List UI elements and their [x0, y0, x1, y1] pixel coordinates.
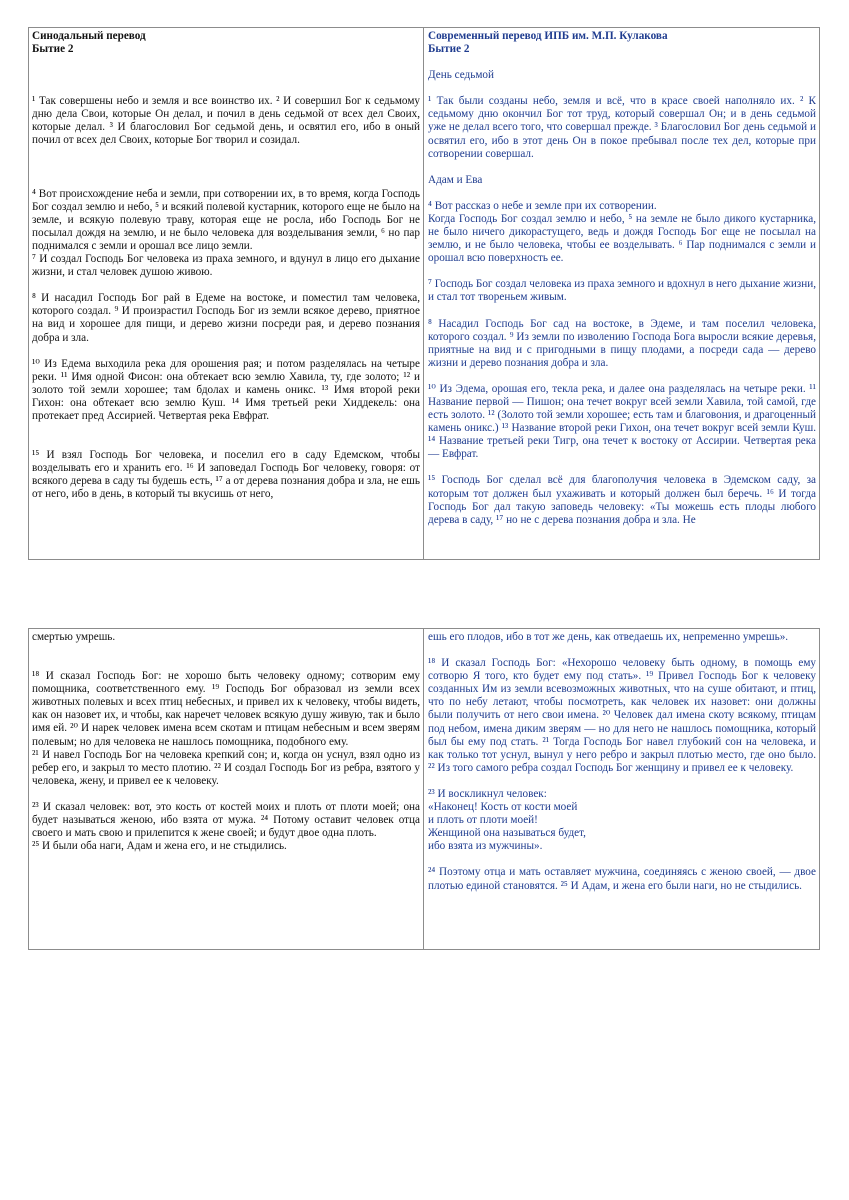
- modern-chapter: Бытие 2: [428, 43, 470, 56]
- modern-verses-10-14: ¹⁰ Из Эдема, орошая его, текла река, и далее она разделялась на четыре реки. ¹¹ Название первой — Пишон; она течет вокруг всей земли Хавила, той самой, где есть золото. ¹² (Золото той земли хорошее; есть там и благовония, и драгоценный камень оникс.) ¹³ Название второй реки Гихон, она течет вокруг всей земли Куш. ¹⁴ Название третьей реки Тигр, она течет к востоку от Ассирии. Четвертая река — Евфрат.: [428, 382, 816, 461]
- synodal-verses-23-24: ²³ И сказал человек: вот, это кость от костей моих и плоть от плоти моей; она будет называться женою, ибо взята от мужа. ²⁴ Потому оставит человек отца своего и мать свою и прилепится к жене своей; и будут двое одна плоть.: [32, 800, 420, 840]
- modern-column: [424, 28, 819, 559]
- modern-poem-line-1: «Наконец! Кость от кости моей: [428, 801, 578, 814]
- synodal-verses-10-14: ¹⁰ Из Едема выходила река для орошения рая; и потом разделялась на четыре реки. ¹¹ Имя одной Фисон: она обтекает всю землю Хавила, ту, где золото; ¹² и золото той земли хорошее; там бдолах и камень оникс. ¹³ Имя второй реки Гихон: она обтекает всю землю Куш. ¹⁴ Имя третьей реки Хиддекель: она протекает пред Ассирией. Четвертая река Евфрат.: [32, 357, 420, 422]
- modern-verse-23-intro: ²³ И воскликнул человек:: [428, 787, 547, 800]
- modern-poem-line-2: и плоть от плоти моей!: [428, 814, 538, 827]
- modern-poem-line-4: ибо взята из мужчины».: [428, 840, 543, 853]
- modern-column-continued: [424, 629, 819, 949]
- synodal-verse-17-end: смертью умрешь.: [32, 631, 116, 643]
- synodal-verses-21-22: ²¹ И навел Господь Бог на человека крепкий сон; и, когда он уснул, взял одно из ребер его, и закрыл то место плотию. ²² И создал Господь Бог из ребра, взятого у человека, жену, и привел ее к человеку.: [32, 748, 420, 787]
- modern-subtitle-seventh-day: День седьмой: [428, 69, 494, 82]
- synodal-verses-15-17: ¹⁵ И взял Господь Бог человека, и поселил его в саду Едемском, чтобы возделывать его и хранить его. ¹⁶ И заповедал Господь Бог человеку, говоря: от всякого дерева в саду ты будешь есть, ¹⁷ а от дерева познания добра и зла, не ешь от него, ибо в день, в который ты вкусишь от него,: [32, 449, 420, 501]
- page-block-1: [28, 27, 820, 560]
- synodal-verses-4-6: ⁴ Вот происхождение неба и земли, при сотворении их, в то время, когда Господь Бог создал землю и небо, ⁵ и всякий полевой кустарник, которого еще не было на земле, и всякую полевую траву, которая еще не росла, ибо Господь Бог не посылал дождя на землю, и не было человека для возделывания земли, ⁶ но пар поднимался с земли и орошал все лицо земли.: [32, 187, 420, 252]
- synodal-verse-25: ²⁵ И были оба наги, Адам и жена его, и не стыдились.: [32, 840, 287, 853]
- modern-subtitle-adam-eve: Адам и Ева: [428, 173, 483, 186]
- synodal-verses-1-3: ¹ Так совершены небо и земля и все воинство их. ² И совершил Бог к седьмому дню дела Свои, которые Он делал, и почил в день седьмой от всех дел Своих, которые делал. ³ И благословил Бог седьмой день, и освятил его, ибо в оный почил от всех дел Своих, которые Бог творил и созидал.: [32, 95, 420, 147]
- modern-verses-1-3: ¹ Так были созданы небо, земля и всё, что в красе своей наполняло их. ² К седьмому дню окончил Бог тот труд, который совершал Он; и в день седьмой уже не делал всего того, что совершал прежде. ³ Благословил Бог день седьмой и освятил его, ибо в этот день Он в покое пребывал после тех дел, которые при сотворении совершал.: [428, 95, 816, 160]
- modern-verses-8-9: ⁸ Насадил Господь Бог сад на востоке, в Эдеме, и там поселил человека, которого создал. ⁹ Из земли по изволению Господа Бога выросли всякие деревья, приятные на вид и с пригодными в пищу плодами, а посреди сада — дерево жизни и дерево познания добра и зла.: [428, 317, 816, 369]
- synodal-verses-18-20: ¹⁸ И сказал Господь Бог: не хорошо быть человеку одному; сотворим ему помощника, соответственного ему. ¹⁹ Господь Бог образовал из земли всех животных полевых и всех птиц небесных, и привел их к человеку, чтобы видеть, как он назовет их, и чтобы, как наречет человек всякую душу живую, так и было имя ей. ²⁰ И нарек человек имена всем скотам и птицам небесным и всем зверям полевым; но для человека не нашлось помощника, подобного ему.: [32, 670, 420, 748]
- modern-title: Современный перевод ИПБ им. М.П. Кулакова: [428, 30, 668, 42]
- modern-verse-17-end: ешь его плодов, ибо в тот же день, как отведаешь их, непременно умрешь».: [428, 631, 789, 643]
- synodal-title: Синодальный перевод: [32, 30, 146, 42]
- modern-verses-4-6: Когда Господь Бог создал землю и небо, ⁵ на земле не было дикого кустарника, не было ничего дикорастущего, ведь и дождя Господь Бог еще не посылал на землю, и не было человека, чтобы ее возделывать. ⁶ Пар поднимался с земли и орошал всю поверхность ее.: [428, 212, 816, 265]
- synodal-column: [29, 28, 424, 559]
- modern-verses-24-25: ²⁴ Поэтому отца и мать оставляет мужчина, соединяясь с женою своей, — двое плотью единой становятся. ²⁵ И Адам, и жена его были наги, но не стыдились.: [428, 866, 816, 892]
- modern-verse-4: ⁴ Вот рассказ о небе и земле при их сотворении.: [428, 199, 657, 212]
- page-block-2: [28, 628, 820, 950]
- synodal-column-continued: [29, 629, 424, 949]
- modern-verse-7: ⁷ Господь Бог создал человека из праха земного и вдохнул в него дыхание жизни, и стал тот твореньем живым.: [428, 278, 816, 304]
- modern-verses-15-17: ¹⁵ Господь Бог сделал всё для благополучия человека в Эдемском саду, за которым тот должен был ухаживать и который должен был беречь. ¹⁶ И тогда Господь Бог дал такую заповедь человеку: «Ты можешь есть плоды любого дерева в саду, ¹⁷ но не с дерева познания добра и зла. Не: [428, 474, 816, 526]
- synodal-verses-8-9: ⁸ И насадил Господь Бог рай в Едеме на востоке, и поместил там человека, которого создал. ⁹ И произрастил Господь Бог из земли всякое дерево, приятное на вид и хорошее для пищи, и дерево жизни посреди рая, и дерево познания добра и зла.: [32, 292, 420, 344]
- synodal-chapter: Бытие 2: [32, 43, 74, 56]
- synodal-verse-7: ⁷ И создал Господь Бог человека из праха земного, и вдунул в лицо его дыхание жизни, и стал человек душою живою.: [32, 253, 420, 279]
- modern-verses-18-22: ¹⁸ И сказал Господь Бог: «Нехорошо человеку быть одному, в помощь ему сотворю Я того, кто будет ему под стать». ¹⁹ Привел Господь Бог к человеку созданных Им из земли всевозможных животных, что на суше обитают, и птиц, что по небу летают, чтобы посмотреть, как человек их назовет: они должны были получить от него свои имена. ²⁰ Человек дал имена скоту всякому, птицам под небом, имена диким зверям — но для него не нашлось помощника, который был бы ему под стать. ²¹ Тогда Господь Бог навел глубокий сон на человека, и как только тот уснул, вынул у него ребро и закрыл плотью место, где оно было. ²² Из того самого ребра создал Господь Бог женщину и привел ее к человеку.: [428, 657, 816, 774]
- modern-poem-line-3: Женщиной она называться будет,: [428, 827, 586, 840]
